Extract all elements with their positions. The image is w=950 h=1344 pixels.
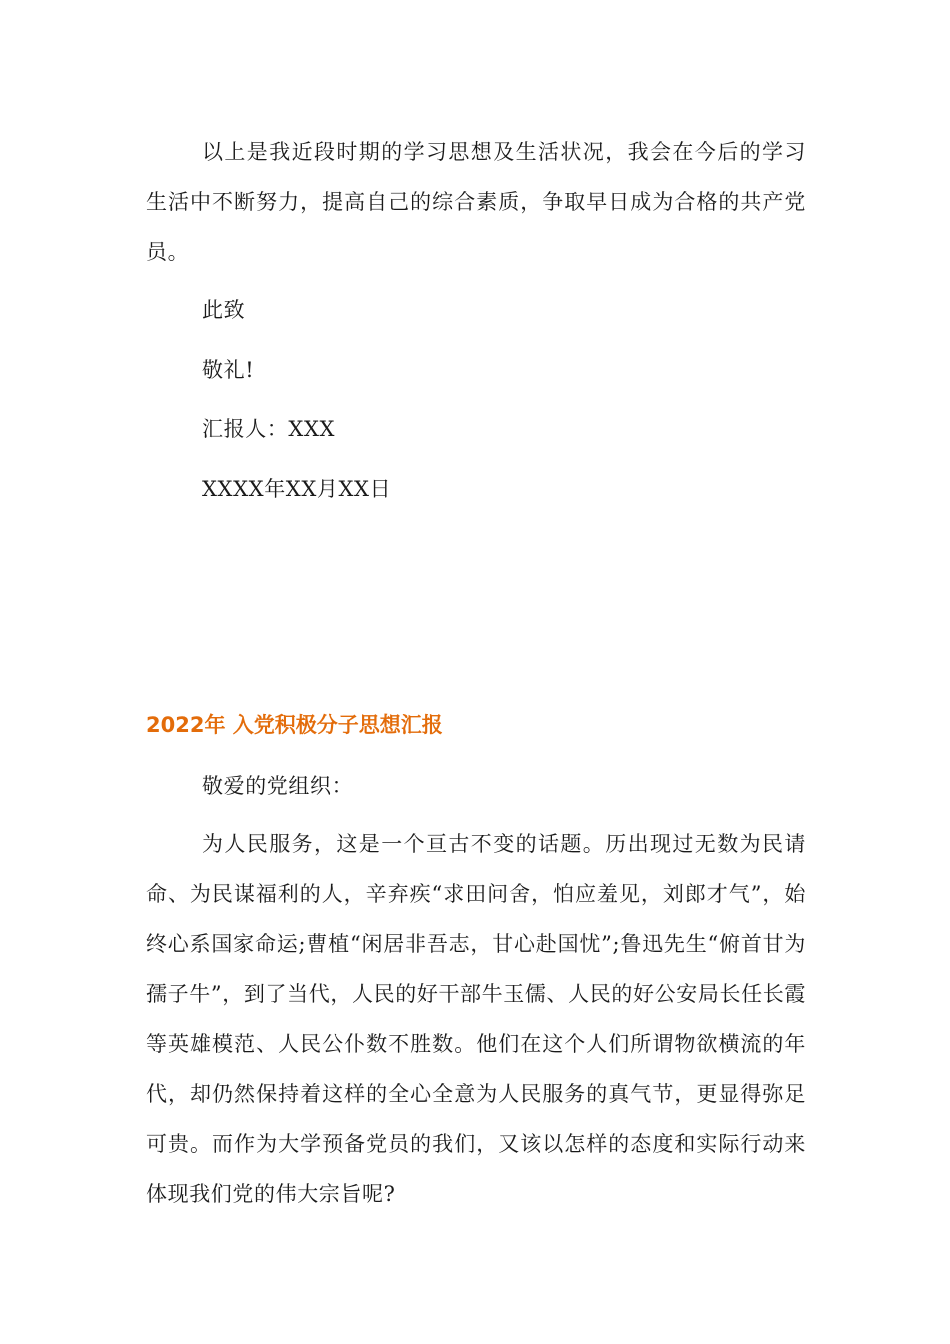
greeting-text: 敬爱的党组织： [202, 774, 354, 798]
body-paragraph: 为人民服务，这是一个亘古不变的话题。历出现过无数为民请命、为民谋福利的人，辛弃疾“求田问舍，怕应羞见，刘郎才气”，始终心系国家命运;曹植“闲居非吾志，甘心赴国忧”;鲁迅先生“俯首甘为孺子牛”，到了当代，人民的好干部牛玉儒、人民的好公安局长任长霞等英雄模范、人民公仆数不胜数。他们在这个人们所谓物欲横流的年代，却仍然保持着这样的全心全意为人民服务的真气节，更显得弥足可贵。而作为大学预备党员的我们，又该以怎样的态度和实际行动来体现我们党的伟大宗旨呢? [146, 832, 806, 1206]
reporter-signature: 汇报人：XXX [202, 417, 336, 441]
salutation-text: 此致 [202, 298, 246, 322]
closing-paragraph: 以上是我近段时期的学习思想及生活状况，我会在今后的学习生活中不断努力，提高自己的综合素质，争取早日成为合格的共产党员。 [146, 140, 806, 264]
section-title: 2022年 入党积极分子思想汇报 [146, 713, 443, 737]
report-date: XXXX年XX月XX日 [202, 477, 392, 501]
regards-text: 敬礼! [202, 358, 255, 382]
